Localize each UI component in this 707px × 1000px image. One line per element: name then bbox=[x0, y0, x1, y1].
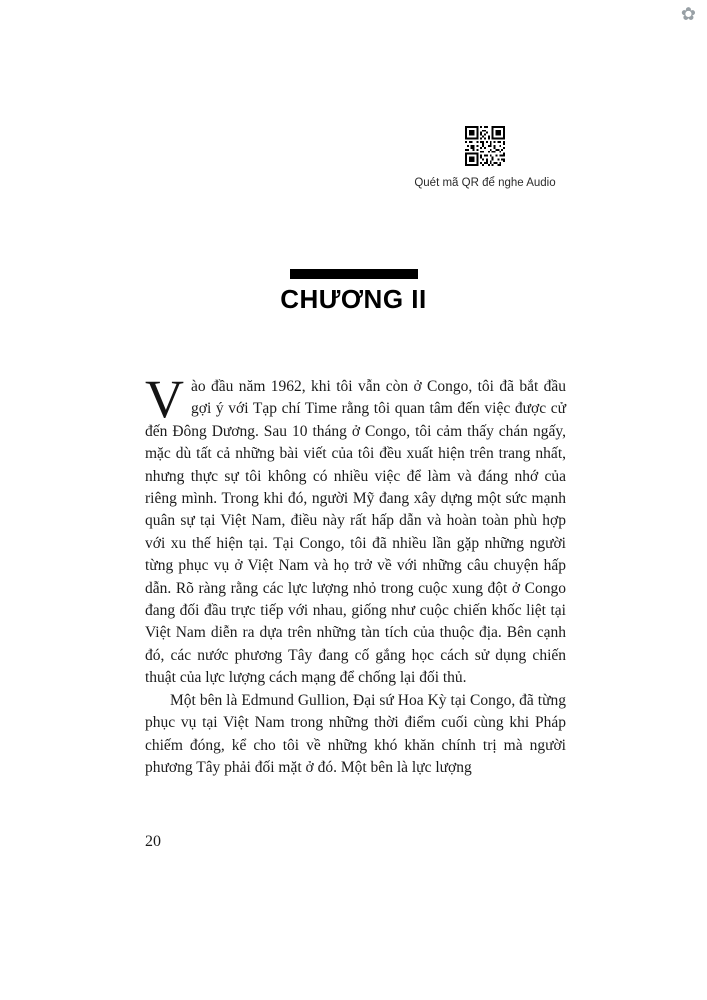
body-text bbox=[145, 369, 566, 779]
qr-code-icon bbox=[465, 126, 505, 166]
chapter-heading bbox=[0, 269, 707, 315]
qr-block bbox=[404, 126, 566, 189]
qr-caption: Quét mã QR để nghe Audio bbox=[414, 177, 556, 189]
drop-cap: V bbox=[145, 369, 184, 429]
paragraph-2 bbox=[145, 690, 566, 780]
chapter-title: CHƯƠNG II bbox=[280, 284, 427, 314]
flower-ornament-icon: ✿ bbox=[680, 4, 696, 25]
page-number: 20 bbox=[145, 833, 161, 850]
paragraph-1-text: ào đầu năm 1962, khi tôi vẫn còn ở Congo, tôi đã bắt đầu gợi ý với Tạp chí Time rằng tôi quan tâm đến việc được cử đến Đông Dương. Sau 10 tháng ở Congo, tôi cảm thấy chán ngấy, mặc dù tất cả những bài viết của tôi đều xuất hiện trên trang nhất, nhưng thực sự tôi không có nhiều việc để làm và đáng nhớ của riêng mình. Trong khi đó, người Mỹ đang xây dựng một sức mạnh quân sự tại Việt Nam, điều này rất hấp dẫn và hoàn toàn phù hợp với xu thế hiện tại. Tại Congo, tôi đã nhiều lần gặp những người từng phục vụ ở Việt Nam và họ trở về với những câu chuyện hấp dẫn. Rõ ràng rằng các lực lượng nhỏ trong cuộc xung đột ở Congo đang đối đầu trực tiếp với nhau, giống như cuộc chiến khốc liệt tại Việt Nam diễn ra dựa trên những tàn tích của thuộc địa. Bên cạnh đó, các nước phương Tây đang cố gắng học cách sử dụng chiến thuật của lực lượng cách mạng để chống lại đối thủ. bbox=[145, 378, 566, 687]
chapter-rule bbox=[290, 269, 418, 279]
paragraph-1 bbox=[145, 369, 566, 690]
paragraph-2-text: Một bên là Edmund Gullion, Đại sứ Hoa Kỳ tại Congo, đã từng phục vụ tại Việt Nam trong những thời điểm cuối cùng khi Pháp chiếm đóng, kể cho tôi về những khó khăn chính trị mà người phương Tây phải đối mặt ở đó. Một bên là lực lượng bbox=[145, 691, 566, 776]
